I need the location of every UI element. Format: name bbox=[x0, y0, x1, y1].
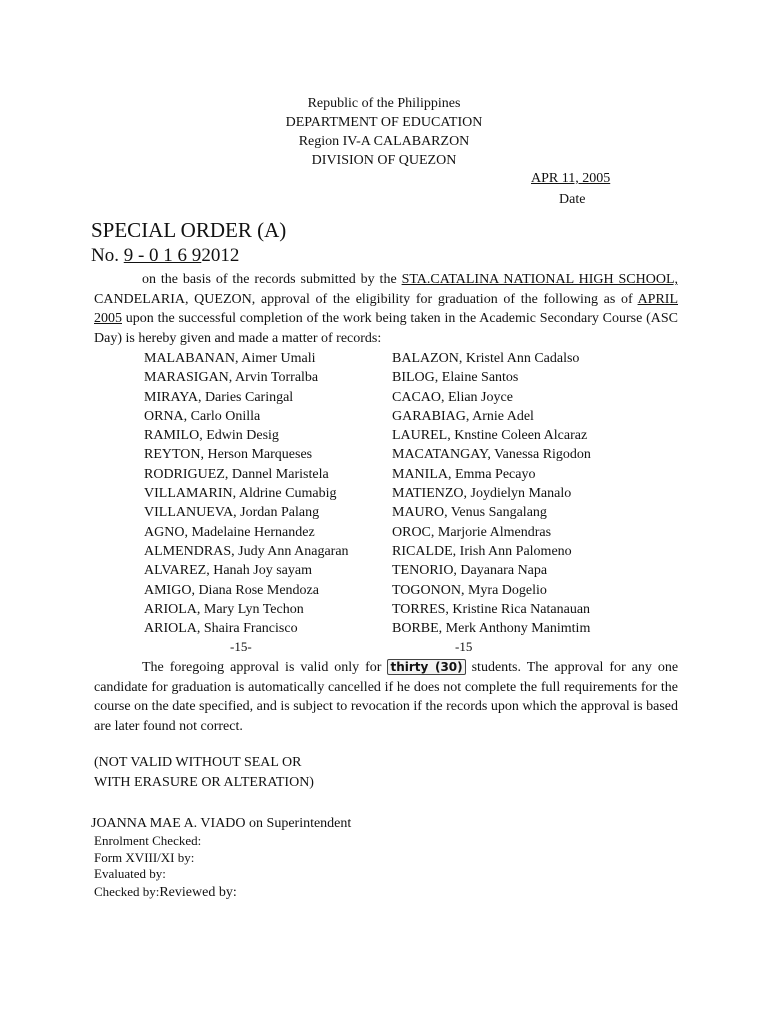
list-item: CACAO, Elian Joyce bbox=[392, 389, 513, 405]
order-number bbox=[91, 245, 239, 267]
list-item: AMIGO, Diana Rose Mendoza bbox=[144, 582, 319, 598]
header-republic: Republic of the Philippines bbox=[307, 96, 461, 111]
checked-by: Checked by: bbox=[94, 884, 160, 899]
header-department: DEPARTMENT OF EDUCATION bbox=[285, 115, 483, 130]
list-item: TORRES, Kristine Rica Natanauan bbox=[392, 601, 591, 617]
date-label: Date bbox=[559, 192, 586, 207]
as-of-date: APRIL 2005 bbox=[94, 291, 679, 326]
approval-paragraph bbox=[94, 658, 678, 736]
list-item: REYTON, Herson Marqueses bbox=[144, 447, 313, 463]
list-item: RICALDE, Irish Ann Palomeno bbox=[392, 543, 572, 559]
list-item: TOGONON, Myra Dogelio bbox=[392, 582, 547, 598]
list-item: MACATANGAY, Vanessa Rigodon bbox=[392, 447, 591, 463]
list-item: MIRAYA, Daries Caringal bbox=[144, 389, 294, 405]
list-item: RODRIGUEZ, Dannel Maristela bbox=[144, 466, 329, 482]
list-item: MAURO, Venus Sangalang bbox=[392, 505, 547, 521]
list-item: ORNA, Carlo Onilla bbox=[144, 408, 261, 424]
body-eligibility: CANDELARIA, QUEZON, approval of the eligibility for graduation of the following as of bbox=[94, 291, 633, 307]
list-item: MALABANAN, Aimer Umali bbox=[144, 351, 316, 366]
list-item: AGNO, Madelaine Hernandez bbox=[144, 524, 315, 540]
list-item: MARASIGAN, Arvin Torralba bbox=[144, 370, 319, 386]
list-item: MATIENZO, Joydielyn Manalo bbox=[392, 486, 572, 502]
header-division: DIVISION OF QUEZON bbox=[311, 153, 457, 168]
notice-line-2: WITH ERASURE OR ALTERATION) bbox=[94, 775, 314, 790]
notice-line-1: (NOT VALID WITHOUT SEAL OR bbox=[94, 755, 302, 770]
body-paragraph bbox=[94, 270, 678, 348]
special-order-title: SPECIAL ORDER (A) bbox=[91, 218, 287, 242]
signatory: JOANNA MAE A. VIADO on Superintendent bbox=[91, 816, 352, 831]
body-completion: upon the successful completion of the work being taken in the Academic Secondary Course (ASC Day) is hereby given and made a matter of records: bbox=[94, 311, 679, 346]
order-number-label: No. bbox=[91, 245, 119, 266]
right-count: -15 bbox=[455, 639, 473, 654]
enrolment-checked: Enrolment Checked: bbox=[94, 833, 202, 848]
list-item: BALAZON, Kristel Ann Cadalso bbox=[392, 351, 580, 366]
school-name: STA.CATALINA NATIONAL HIGH SCHOOL, bbox=[401, 272, 678, 287]
list-item: LAUREL, Knstine Coleen Alcaraz bbox=[392, 428, 588, 444]
names-right-list bbox=[392, 349, 591, 638]
list-item: BILOG, Elaine Santos bbox=[392, 370, 519, 386]
list-item: VILLAMARIN, Aldrine Cumabig bbox=[144, 486, 337, 502]
list-item: ARIOLA, Shaira Francisco bbox=[144, 621, 298, 637]
list-item: BORBE, Merk Anthony Manimtim bbox=[392, 621, 591, 637]
form-xviii-by: Form XVIII/XI by: bbox=[94, 850, 195, 865]
left-count: -15- bbox=[230, 639, 252, 654]
list-item: ALMENDRAS, Judy Ann Anagaran bbox=[144, 543, 349, 559]
approval-conditions: students. The approval for any one candidate for graduation is automatically cancelled if he does not complete the full requirements for the course on the date specified, and is subject to revocation if the records upon which the approval is based are later found not correct. bbox=[94, 660, 679, 734]
reviewed-by: Reviewed by: bbox=[159, 885, 237, 900]
checked-reviewed-line bbox=[94, 883, 237, 901]
list-item: GARABIAG, Arnie Adel bbox=[392, 408, 534, 424]
list-item: TENORIO, Dayanara Napa bbox=[392, 563, 548, 579]
date-value: APR 11, 2005 bbox=[531, 171, 611, 186]
list-item: MANILA, Emma Pecayo bbox=[392, 466, 536, 482]
order-number-value: 9 - 0 1 6 9 bbox=[123, 245, 202, 266]
list-item: VILLANUEVA, Jordan Palang bbox=[144, 505, 320, 521]
body-intro: on the basis of the records submitted by the bbox=[142, 272, 397, 287]
evaluated-by: Evaluated by: bbox=[94, 866, 166, 881]
list-item: OROC, Marjorie Almendras bbox=[392, 524, 552, 540]
approval-intro: The foregoing approval is valid only for bbox=[142, 660, 382, 675]
list-item: RAMILO, Edwin Desig bbox=[144, 428, 279, 444]
header-region: Region IV-A CALABARZON bbox=[298, 134, 470, 149]
order-year: 2012 bbox=[201, 245, 240, 266]
names-left-list bbox=[144, 349, 349, 638]
student-count-stamp: thirty (30) bbox=[387, 659, 465, 675]
list-item: ARIOLA, Mary Lyn Techon bbox=[144, 601, 304, 617]
list-item: ALVAREZ, Hanah Joy sayam bbox=[144, 563, 312, 579]
